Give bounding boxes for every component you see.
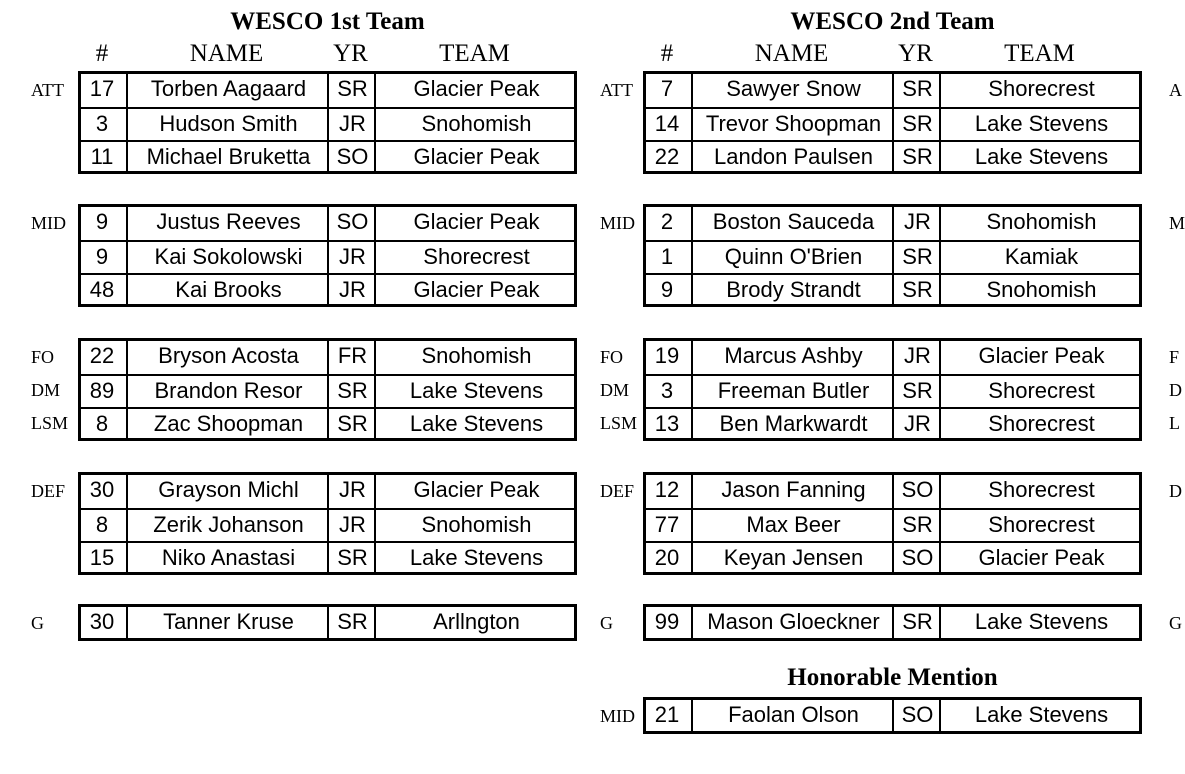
table-row — [646, 240, 1139, 273]
table-row — [646, 700, 1139, 733]
position-label: DM — [31, 380, 61, 400]
player-num: 48 — [89, 277, 115, 302]
table-row — [646, 541, 1139, 574]
table-row — [646, 107, 1139, 140]
table-row — [81, 407, 574, 440]
column-header-team: TEAM — [439, 40, 510, 67]
position-label: DEF — [31, 481, 66, 501]
table-row — [81, 140, 574, 173]
table-row — [81, 74, 574, 107]
player-team: Shorecrest — [939, 475, 1142, 508]
player-name: Brody Strandt — [691, 275, 894, 306]
position-label: G — [31, 613, 44, 633]
column-header-num: # — [95, 40, 109, 67]
player-num: 12 — [654, 477, 680, 502]
player-num: 1 — [660, 244, 674, 269]
player-num: 19 — [654, 343, 680, 368]
player-team: Shorecrest — [939, 409, 1142, 440]
column-header-team: TEAM — [1004, 40, 1075, 67]
table-row — [81, 607, 574, 640]
player-group — [643, 338, 1142, 441]
player-yr: JR — [327, 475, 376, 508]
player-yr: SO — [327, 207, 376, 240]
player-team: Lake Stevens — [374, 409, 577, 440]
player-name: Quinn O'Brien — [691, 242, 894, 273]
player-num: 21 — [654, 702, 680, 727]
edge-position-label: L — [1169, 413, 1180, 433]
player-name: Ben Markwardt — [691, 409, 894, 440]
player-num: 14 — [654, 111, 680, 136]
position-label: ATT — [31, 80, 64, 100]
player-team: Lake Stevens — [939, 700, 1142, 733]
player-name: Michael Bruketta — [126, 142, 329, 173]
player-yr: FR — [327, 341, 376, 374]
player-group — [643, 204, 1142, 307]
position-label: ATT — [600, 80, 633, 100]
table-row — [646, 207, 1139, 240]
player-name: Kai Brooks — [126, 275, 329, 306]
player-team: Shorecrest — [374, 242, 577, 273]
player-num: 3 — [660, 378, 674, 403]
player-team: Glacier Peak — [374, 74, 577, 107]
player-name: Trevor Shoopman — [691, 109, 894, 140]
table-row — [646, 508, 1139, 541]
edge-position-label: G — [1169, 613, 1182, 633]
player-name: Grayson Michl — [126, 475, 329, 508]
player-group — [643, 472, 1142, 575]
player-num: 30 — [89, 609, 115, 634]
player-yr: SR — [892, 510, 941, 541]
player-team: Snohomish — [374, 109, 577, 140]
player-team: Snohomish — [939, 275, 1142, 306]
table-row — [81, 240, 574, 273]
player-name: Marcus Ashby — [691, 341, 894, 374]
player-yr: JR — [327, 242, 376, 273]
player-num: 20 — [654, 545, 680, 570]
player-group — [643, 71, 1142, 174]
table-row — [81, 475, 574, 508]
position-label: LSM — [31, 413, 69, 433]
player-group — [78, 604, 577, 641]
edge-position-label: M — [1169, 213, 1185, 233]
edge-position-label: F — [1169, 347, 1180, 367]
player-team: Glacier Peak — [374, 142, 577, 173]
player-yr: SO — [892, 475, 941, 508]
position-label: G — [600, 613, 613, 633]
player-yr: SR — [892, 376, 941, 407]
player-team: Shorecrest — [939, 74, 1142, 107]
table-row — [81, 273, 574, 306]
edge-position-label: D — [1169, 380, 1182, 400]
player-name: Max Beer — [691, 510, 894, 541]
position-label: FO — [600, 347, 624, 367]
player-yr: SR — [892, 109, 941, 140]
column-header-num: # — [660, 40, 674, 67]
player-team: Glacier Peak — [374, 207, 577, 240]
player-yr: SR — [892, 142, 941, 173]
position-label: MID — [31, 213, 66, 233]
player-yr: JR — [892, 207, 941, 240]
player-team: Snohomish — [374, 341, 577, 374]
player-name: Hudson Smith — [126, 109, 329, 140]
player-name: Brandon Resor — [126, 376, 329, 407]
player-team: Lake Stevens — [939, 142, 1142, 173]
player-yr: SR — [327, 74, 376, 107]
table-row — [81, 508, 574, 541]
player-team: Glacier Peak — [939, 341, 1142, 374]
player-num: 8 — [95, 411, 109, 436]
player-yr: SR — [327, 376, 376, 407]
player-name: Zerik Johanson — [126, 510, 329, 541]
player-team: Shorecrest — [939, 510, 1142, 541]
position-label: DM — [600, 380, 630, 400]
first_team-title: WESCO 1st Team — [230, 8, 425, 35]
player-num: 15 — [89, 545, 115, 570]
table-row — [646, 374, 1139, 407]
player-yr: JR — [892, 341, 941, 374]
player-name: Keyan Jensen — [691, 543, 894, 574]
table-row — [81, 541, 574, 574]
column-header-name: NAME — [754, 40, 829, 67]
player-team: Lake Stevens — [939, 109, 1142, 140]
player-team: Kamiak — [939, 242, 1142, 273]
player-num: 22 — [654, 144, 680, 169]
column-header-yr: YR — [898, 40, 933, 67]
player-name: Tanner Kruse — [126, 607, 329, 640]
player-num: 22 — [89, 343, 115, 368]
player-team: Glacier Peak — [374, 275, 577, 306]
player-team: Lake Stevens — [374, 376, 577, 407]
player-yr: SR — [327, 543, 376, 574]
table-row — [646, 407, 1139, 440]
player-group — [643, 697, 1142, 734]
player-name: Boston Sauceda — [691, 207, 894, 240]
player-team: Snohomish — [939, 207, 1142, 240]
player-yr: JR — [327, 275, 376, 306]
table-row — [81, 374, 574, 407]
player-group — [78, 71, 577, 174]
player-yr: JR — [327, 510, 376, 541]
position-label: LSM — [600, 413, 638, 433]
player-team: Lake Stevens — [939, 607, 1142, 640]
player-name: Justus Reeves — [126, 207, 329, 240]
player-num: 11 — [90, 144, 114, 169]
table-row — [646, 341, 1139, 374]
position-label: MID — [600, 213, 635, 233]
player-num: 17 — [89, 76, 115, 101]
player-yr: SO — [327, 142, 376, 173]
player-name: Kai Sokolowski — [126, 242, 329, 273]
table-row — [81, 107, 574, 140]
player-yr: SR — [892, 607, 941, 640]
edge-position-label: A — [1169, 80, 1182, 100]
player-team: Shorecrest — [939, 376, 1142, 407]
column-header-yr: YR — [333, 40, 368, 67]
table-row — [646, 607, 1139, 640]
player-num: 9 — [660, 277, 674, 302]
player-num: 89 — [89, 378, 115, 403]
table-row — [646, 74, 1139, 107]
second_team-title: WESCO 2nd Team — [790, 8, 995, 35]
player-yr: SR — [892, 275, 941, 306]
table-row — [81, 341, 574, 374]
player-num: 9 — [95, 244, 109, 269]
edge-position-label: D — [1169, 481, 1182, 501]
player-num: 3 — [95, 111, 109, 136]
player-team: Snohomish — [374, 510, 577, 541]
position-label: MID — [600, 706, 635, 726]
player-num: 30 — [89, 477, 115, 502]
player-name: Zac Shoopman — [126, 409, 329, 440]
table-row — [646, 273, 1139, 306]
player-name: Faolan Olson — [691, 700, 894, 733]
player-num: 2 — [660, 209, 674, 234]
player-group — [643, 604, 1142, 641]
player-team: Glacier Peak — [374, 475, 577, 508]
player-num: 9 — [95, 209, 109, 234]
player-yr: JR — [892, 409, 941, 440]
player-yr: SR — [327, 607, 376, 640]
player-team: Lake Stevens — [374, 543, 577, 574]
player-num: 77 — [654, 512, 680, 537]
player-group — [78, 204, 577, 307]
player-num: 13 — [654, 411, 680, 436]
table-row — [646, 140, 1139, 173]
player-name: Landon Paulsen — [691, 142, 894, 173]
table-row — [81, 207, 574, 240]
player-num: 99 — [654, 609, 680, 634]
player-name: Torben Aagaard — [126, 74, 329, 107]
player-num: 7 — [660, 76, 674, 101]
player-yr: SO — [892, 543, 941, 574]
column-header-name: NAME — [189, 40, 264, 67]
position-label: DEF — [600, 481, 635, 501]
table-row — [646, 475, 1139, 508]
player-group — [78, 338, 577, 441]
player-num: 8 — [95, 512, 109, 537]
player-yr: SR — [327, 409, 376, 440]
player-yr: SR — [892, 74, 941, 107]
player-yr: SO — [892, 700, 941, 733]
player-group — [78, 472, 577, 575]
player-team: Glacier Peak — [939, 543, 1142, 574]
honorable_mention-title: Honorable Mention — [787, 664, 998, 691]
player-yr: SR — [892, 242, 941, 273]
player-team: Arllngton — [374, 607, 577, 640]
player-name: Mason Gloeckner — [691, 607, 894, 640]
player-name: Sawyer Snow — [691, 74, 894, 107]
player-name: Bryson Acosta — [126, 341, 329, 374]
player-name: Jason Fanning — [691, 475, 894, 508]
player-yr: JR — [327, 109, 376, 140]
player-name: Freeman Butler — [691, 376, 894, 407]
player-name: Niko Anastasi — [126, 543, 329, 574]
position-label: FO — [31, 347, 55, 367]
